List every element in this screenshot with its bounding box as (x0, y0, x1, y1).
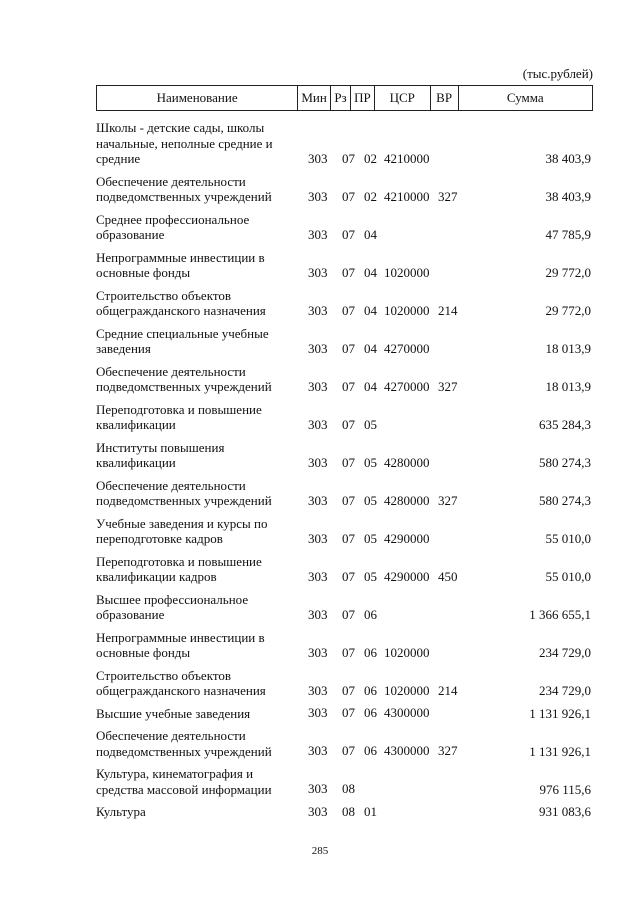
row-sum: 234 729,0 (539, 683, 591, 698)
row-name: Учебные заведения и курсы по переподготовке кадров (96, 515, 268, 546)
row-csr: 4270000 (384, 378, 430, 394)
row-sum: 29 772,0 (545, 265, 591, 280)
table-body (96, 120, 596, 827)
row-name: Высшее профессиональное образование (96, 591, 249, 622)
row-name: Высшие учебные заведения (96, 705, 251, 721)
row-csr: 1020000 (384, 644, 430, 660)
row-vr: 327 (438, 743, 458, 758)
row-pr: 04 (364, 226, 377, 242)
row-rz: 07 (342, 340, 355, 356)
row-rz: 07 (342, 644, 355, 660)
table-row (96, 212, 596, 243)
table-row (96, 120, 596, 167)
row-name: Культура, кинематография и средства массовой информации (96, 766, 272, 797)
row-min: 303 (308, 378, 328, 394)
row-rz: 07 (342, 188, 355, 204)
table-row (96, 174, 596, 205)
row-pr: 06 (364, 743, 377, 758)
row-csr: 4280000 (384, 454, 430, 470)
row-rz: 07 (342, 454, 355, 470)
row-vr: 214 (438, 302, 458, 318)
row-min: 303 (308, 530, 328, 546)
row-pr: 05 (364, 416, 377, 432)
row-csr: 4210000 (384, 188, 430, 204)
row-sum: 29 772,0 (545, 303, 591, 318)
row-min: 303 (308, 340, 328, 356)
table-row (96, 766, 596, 797)
row-pr: 02 (364, 188, 377, 204)
row-min: 303 (308, 803, 328, 819)
row-pr: 02 (364, 150, 377, 166)
row-rz: 07 (342, 302, 355, 318)
row-csr: 4210000 (384, 150, 430, 166)
row-min: 303 (308, 644, 328, 660)
row-min: 303 (308, 150, 328, 166)
row-pr: 06 (364, 682, 377, 698)
row-min: 303 (308, 568, 328, 584)
table-row (96, 706, 596, 722)
row-name: Переподготовка и повышение квалификации кадров (96, 553, 262, 584)
row-pr: 05 (364, 492, 377, 508)
row-pr: 04 (364, 302, 377, 318)
table-row (96, 668, 596, 699)
row-name: Институты повышения квалификации (96, 439, 225, 470)
table-row (96, 440, 596, 471)
header-pr: ПР (351, 86, 375, 110)
header-min: Мин (298, 86, 331, 110)
row-rz: 07 (342, 492, 355, 508)
row-pr: 04 (364, 340, 377, 356)
row-min: 303 (308, 302, 328, 318)
row-pr: 06 (364, 705, 377, 720)
row-csr: 4290000 (384, 530, 430, 546)
row-rz: 07 (342, 226, 355, 242)
row-sum: 580 274,3 (539, 455, 591, 470)
row-pr: 06 (364, 644, 377, 660)
header-sum: Сумма (506, 90, 544, 105)
row-name: Строительство объектов общегражданского назначения (96, 287, 266, 318)
row-pr: 04 (364, 264, 377, 280)
row-name: Школы - детские сады, школы начальные, неполные средние и средние (96, 120, 273, 166)
row-csr: 1020000 (384, 302, 430, 318)
row-min: 303 (308, 781, 328, 796)
table-row (96, 288, 596, 319)
header-name: Наименование (97, 86, 298, 110)
row-rz: 07 (342, 743, 355, 758)
row-name: Непрограммные инвестиции в основные фонды (96, 249, 265, 280)
row-sum: 47 785,9 (545, 227, 591, 242)
row-sum: 976 115,6 (539, 781, 591, 797)
header-vr: ВР (431, 86, 459, 110)
page-number: 285 (311, 845, 329, 857)
row-vr: 214 (438, 682, 458, 698)
header-rz: Рз (331, 86, 351, 110)
row-pr: 01 (364, 803, 377, 819)
row-rz: 07 (342, 150, 355, 166)
row-sum: 234 729,0 (539, 645, 591, 660)
row-min: 303 (308, 416, 328, 432)
row-min: 303 (308, 188, 328, 204)
row-sum: 1 131 926,1 (529, 743, 591, 759)
row-rz: 07 (342, 568, 355, 584)
row-csr: 4280000 (384, 492, 430, 508)
row-sum: 18 013,9 (545, 341, 591, 356)
row-sum: 1 366 655,1 (529, 607, 591, 622)
table-row (96, 630, 596, 661)
row-sum: 55 010,0 (545, 531, 591, 546)
unit-label: (тыс.рублей) (522, 66, 593, 81)
row-name: Среднее профессиональное образование (96, 211, 250, 242)
row-vr: 327 (438, 492, 458, 508)
row-name: Непрограммные инвестиции в основные фонды (96, 629, 265, 660)
row-vr: 327 (438, 188, 458, 204)
row-pr: 05 (364, 568, 377, 584)
row-csr: 4300000 (384, 743, 430, 758)
row-csr: 4270000 (384, 340, 430, 356)
row-pr: 05 (364, 530, 377, 546)
row-rz: 07 (342, 682, 355, 698)
table-row (96, 804, 596, 820)
row-rz: 07 (342, 705, 355, 720)
table-row (96, 554, 596, 585)
table-header (96, 85, 593, 111)
row-csr: 1020000 (384, 682, 430, 698)
table-row (96, 478, 596, 509)
row-sum: 55 010,0 (545, 569, 591, 584)
row-rz: 07 (342, 606, 355, 622)
row-min: 303 (308, 705, 328, 720)
row-csr: 4300000 (384, 705, 430, 720)
row-csr: 1020000 (384, 264, 430, 280)
header-csr: ЦСР (375, 86, 431, 110)
table-row (96, 364, 596, 395)
row-rz: 08 (342, 803, 355, 819)
row-min: 303 (308, 743, 328, 758)
table-row (96, 402, 596, 433)
row-rz: 07 (342, 378, 355, 394)
table-row (96, 250, 596, 281)
row-name: Средние специальные учебные заведения (96, 325, 269, 356)
row-pr: 05 (364, 454, 377, 470)
row-min: 303 (308, 606, 328, 622)
table-row (96, 516, 596, 547)
row-min: 303 (308, 226, 328, 242)
row-rz: 07 (342, 530, 355, 546)
row-name: Обеспечение деятельности подведомственных учреждений (96, 363, 272, 394)
row-name: Обеспечение деятельности подведомственных учреждений (96, 477, 272, 508)
row-sum: 38 403,9 (545, 151, 591, 166)
row-csr: 4290000 (384, 568, 430, 584)
row-pr: 04 (364, 378, 377, 394)
row-min: 303 (308, 454, 328, 470)
table-row (96, 592, 596, 623)
row-vr: 450 (438, 568, 458, 584)
row-name: Переподготовка и повышение квалификации (96, 401, 262, 432)
row-sum: 1 131 926,1 (529, 705, 591, 721)
row-name: Культура (96, 804, 146, 819)
row-min: 303 (308, 264, 328, 280)
row-sum: 580 274,3 (539, 493, 591, 508)
row-min: 303 (308, 682, 328, 698)
row-sum: 635 284,3 (539, 417, 591, 432)
row-rz: 08 (342, 781, 355, 796)
row-rz: 07 (342, 416, 355, 432)
row-sum: 18 013,9 (545, 379, 591, 394)
table-row (96, 728, 596, 759)
table-row (96, 326, 596, 357)
row-name: Обеспечение деятельности подведомственных учреждений (96, 728, 272, 759)
row-vr: 327 (438, 378, 458, 394)
row-name: Строительство объектов общегражданского назначения (96, 667, 266, 698)
row-sum: 38 403,9 (545, 189, 591, 204)
row-min: 303 (308, 492, 328, 508)
row-name: Обеспечение деятельности подведомственных учреждений (96, 173, 272, 204)
row-sum: 931 083,6 (539, 804, 591, 819)
row-pr: 06 (364, 606, 377, 622)
row-rz: 07 (342, 264, 355, 280)
